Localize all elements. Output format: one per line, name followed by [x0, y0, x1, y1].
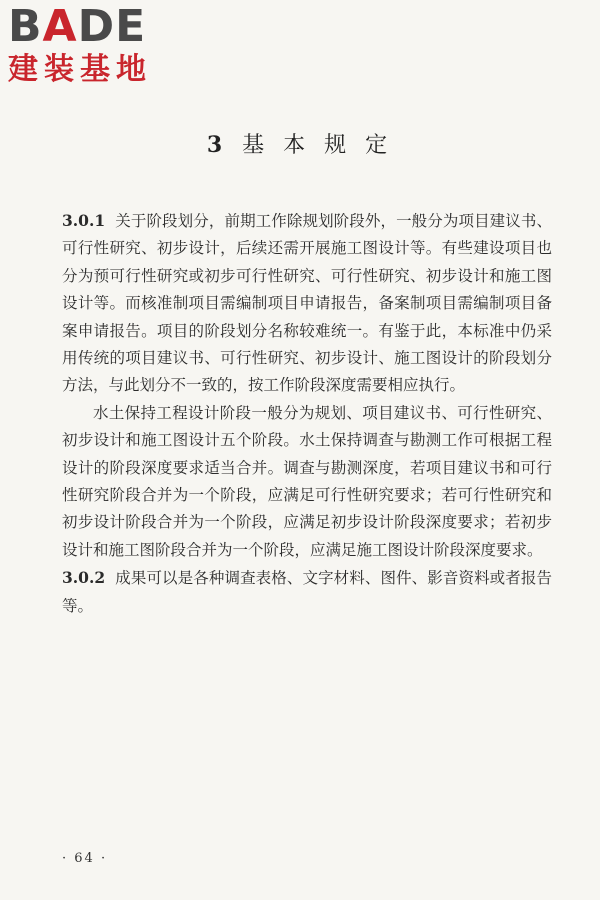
clause-text: 水土保持工程设计阶段一般分为规划、项目建议书、可行性研究、初步设计和施工图设计五个阶段。水土保持调查与勘测工作可根据工程设计的阶段深度要求适当合并。调查与勘测深度，若项目建议书和可行性研究阶段合并为一个阶段，应满足可行性研究要求；若可行性研究和初步设计阶段合并为一个阶段，应满足初步设计阶段深度要求；若初步设计和施工图阶段合并为一个阶段，应满足施工图设计阶段深度要求。	[62, 403, 552, 559]
clause-3-0-2	[62, 564, 552, 620]
clause-number: 3.0.1	[62, 211, 106, 230]
logo-mark-pre: B	[8, 1, 43, 52]
clause-number: 3.0.2	[62, 568, 106, 588]
chapter-title-text: 基 本 规 定	[242, 133, 394, 158]
logo-subtitle: 建装基地	[8, 52, 152, 87]
logo-mark-post: DE	[77, 1, 147, 52]
clause-3-0-1	[62, 207, 552, 400]
bade-logo	[8, 1, 178, 88]
logo-mark-accent: A	[42, 1, 78, 52]
page-number: · 64 ·	[62, 851, 108, 866]
chapter-number: 3	[206, 132, 229, 158]
document-body	[62, 207, 552, 620]
clause-text: 关于阶段划分，前期工作除规划阶段外，一般分为项目建议书、可行性研究、初步设计，后续还需开展施工图设计等。有些建设项目也分为预可行性研究或初步可行性研究、可行性研究、初步设计和施工图设计等。而核准制项目需编制项目申请报告，备案制项目需编制项目备案申请报告。项目的阶段划分名称较难统一。有鉴于此，本标准中仍采用传统的项目建议书、可行性研究、初步设计、施工图设计的阶段划分方法，与此划分不一致的，按工作阶段深度需要相应执行。	[62, 212, 552, 395]
clause-3-0-1-paragraph-2	[62, 400, 552, 564]
clause-text: 成果可以是各种调查表格、文字材料、图件、影音资料或者报告等。	[62, 569, 552, 615]
chapter-title	[0, 128, 600, 159]
logo-mark	[8, 1, 178, 52]
